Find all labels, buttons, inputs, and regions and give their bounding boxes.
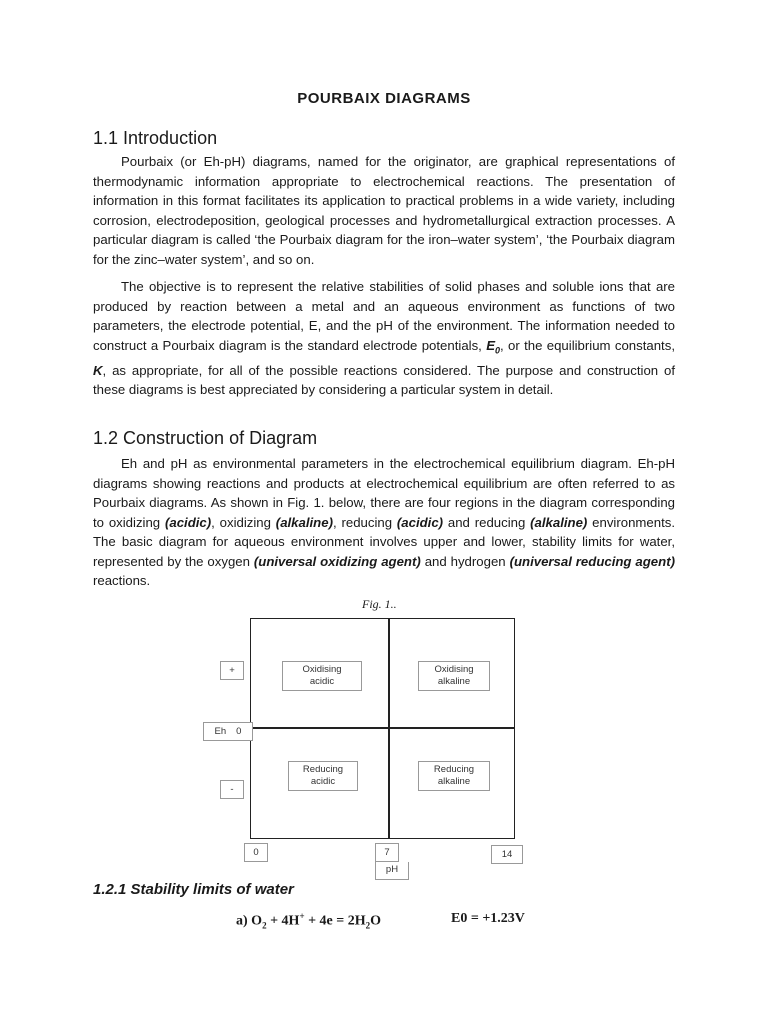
intro-text-2c: , as appropriate, for all of the possible reactions considered. The purpose and construction of these diagrams is best appreciated by considering a particular system in detail. [93, 362, 675, 398]
intro-paragraph-2 [93, 277, 675, 400]
intro-text-2a: The objective is to represent the relative stabilities of solid phases and soluble ions that are produced by reaction between a metal and an aqueous environment as functions of two parameters, the electrode potential, E, and the pH of the environment. The information needed to construct a Pourbaix diagram is the standard electrode potentials, [93, 279, 675, 353]
diagram-vertical-divider [388, 618, 390, 839]
intro-text-2b: , or the equilibrium constants, [500, 337, 675, 353]
intro-paragraph-1 [93, 152, 675, 269]
page-title: POURBAIX DIAGRAMS [297, 90, 471, 107]
quadrant-reducing-acidic: Reducing acidic [288, 761, 358, 791]
symbol-k: K [93, 362, 103, 378]
ph-fourteen-label: 14 [491, 845, 523, 864]
section-heading-stability-limits: 1.2.1 Stability limits of water [93, 881, 294, 898]
ph-seven-label: 7 [375, 843, 399, 862]
eh-ph-diagram [250, 618, 515, 839]
symbol-e0: $E_0$ [486, 337, 500, 356]
diagram-horizontal-divider [250, 727, 515, 729]
quadrant-oxidising-alkaline: Oxidising alkaline [418, 661, 490, 691]
intro-text-1: Pourbaix (or Eh-pH) diagrams, named for the originator, are graphical representations of thermodynamic information appropriate to electrochemical reactions. The presentation of information in this format facilitates its application to practical problems in a wide variety, including corrosion, electrodeposition, geological processes and hydrometallurgical extraction processes. A particular diagram is called ‘the Pourbaix diagram for the iron–water system’, ‘the Pourbaix diagram for the zinc–water system’, and so on. [93, 154, 675, 267]
eh-minus-label: - [220, 780, 244, 799]
equation-standard-potential: E0 = +1.23V [451, 911, 525, 926]
figure-caption: Fig. 1.. [362, 597, 397, 611]
eh-axis-label: Eh 0 [203, 722, 253, 741]
equation-oxygen-reaction: a) $O_2 + 4H^+ + 4e = 2H_2O$ [236, 911, 382, 931]
quadrant-oxidising-acidic: Oxidising acidic [282, 661, 362, 691]
quadrant-reducing-alkaline: Reducing alkaline [418, 761, 490, 791]
section-heading-construction: 1.2 Construction of Diagram [93, 428, 318, 448]
section-heading-introduction: 1.1 Introduction [93, 128, 218, 148]
construction-paragraph: Eh and pH as environmental parameters in the electrochemical equilibrium diagram. Eh-pH diagrams showing reactions and products at electrochemical equilibrium are often referred to as Pourbaix diagrams. As shown in Fig. 1. below, there are four regions in the diagram corresponding to oxidizing (acidic), oxidizing (alkaline), reducing (acidic) and reducing (alkaline) environments. The basic diagram for aqueous environment involves upper and lower, stability limits for water, represented by the oxygen (universal oxidizing agent) and hydrogen (universal reducing agent) reactions. [93, 456, 675, 588]
eh-plus-label: + [220, 661, 244, 680]
ph-zero-label: 0 [244, 843, 268, 862]
ph-axis-label: pH [375, 862, 409, 880]
